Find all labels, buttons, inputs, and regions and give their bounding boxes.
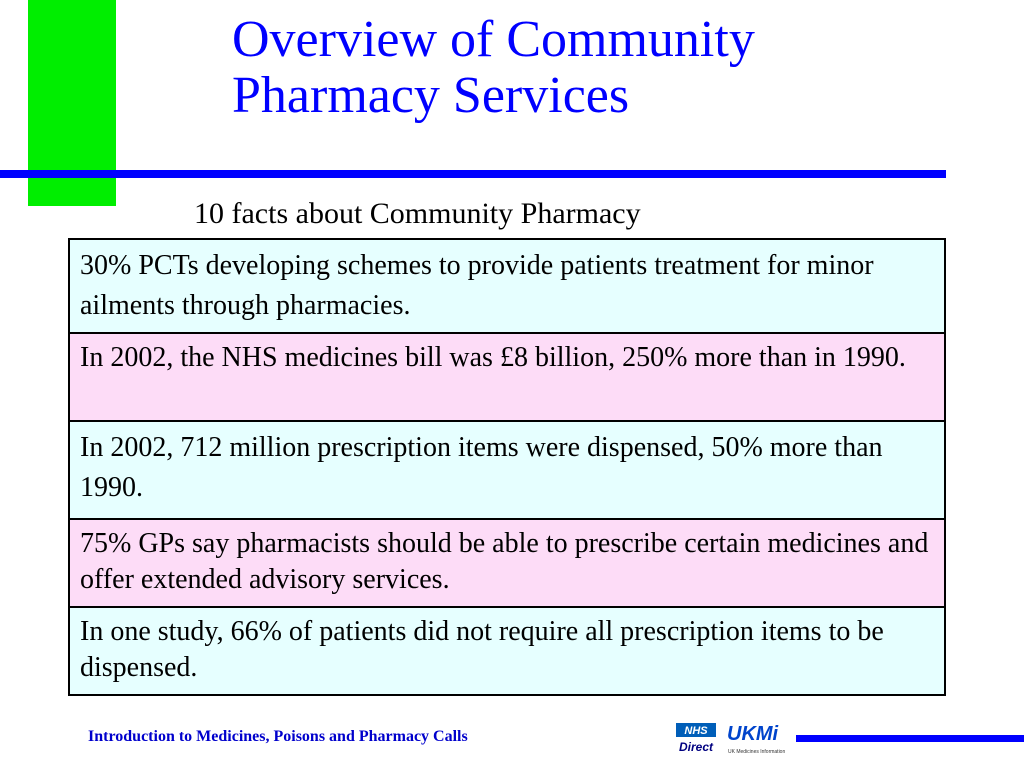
slide-title <box>232 12 755 124</box>
fact-cell-3: In 2002, 712 million prescription items were dispensed, 50% more than 1990. <box>69 421 945 519</box>
ukmi-logo-caption: UK Medicines Information <box>728 749 786 755</box>
slide-title-line-2: Pharmacy Services <box>232 67 630 124</box>
ukmi-logo-text: UKMi <box>727 723 779 745</box>
title-divider-line <box>0 170 946 178</box>
facts-table <box>68 238 946 696</box>
slide-title-line-1: Overview of Community <box>232 11 755 68</box>
fact-row <box>69 607 945 695</box>
fact-row <box>69 239 945 333</box>
fact-row <box>69 333 945 421</box>
fact-row <box>69 421 945 519</box>
nhs-logo-text: NHS <box>684 725 708 737</box>
slide-subtitle: 10 facts about Community Pharmacy <box>194 197 641 230</box>
footer-divider-line <box>796 735 1024 742</box>
fact-cell-2: In 2002, the NHS medicines bill was £8 billion, 250% more than in 1990. <box>69 333 945 421</box>
ukmi-logo <box>726 718 792 758</box>
direct-logo-text: Direct <box>678 740 714 754</box>
nhs-direct-logo <box>675 723 719 755</box>
fact-cell-5: In one study, 66% of patients did not require all prescription items to be dispensed. <box>69 607 945 695</box>
fact-cell-1: 30% PCTs developing schemes to provide patients treatment for minor ailments through pharmacies. <box>69 239 945 333</box>
footer-caption: Introduction to Medicines, Poisons and Pharmacy Calls <box>88 728 468 745</box>
fact-row <box>69 519 945 607</box>
fact-cell-4: 75% GPs say pharmacists should be able to prescribe certain medicines and offer extended advisory services. <box>69 519 945 607</box>
